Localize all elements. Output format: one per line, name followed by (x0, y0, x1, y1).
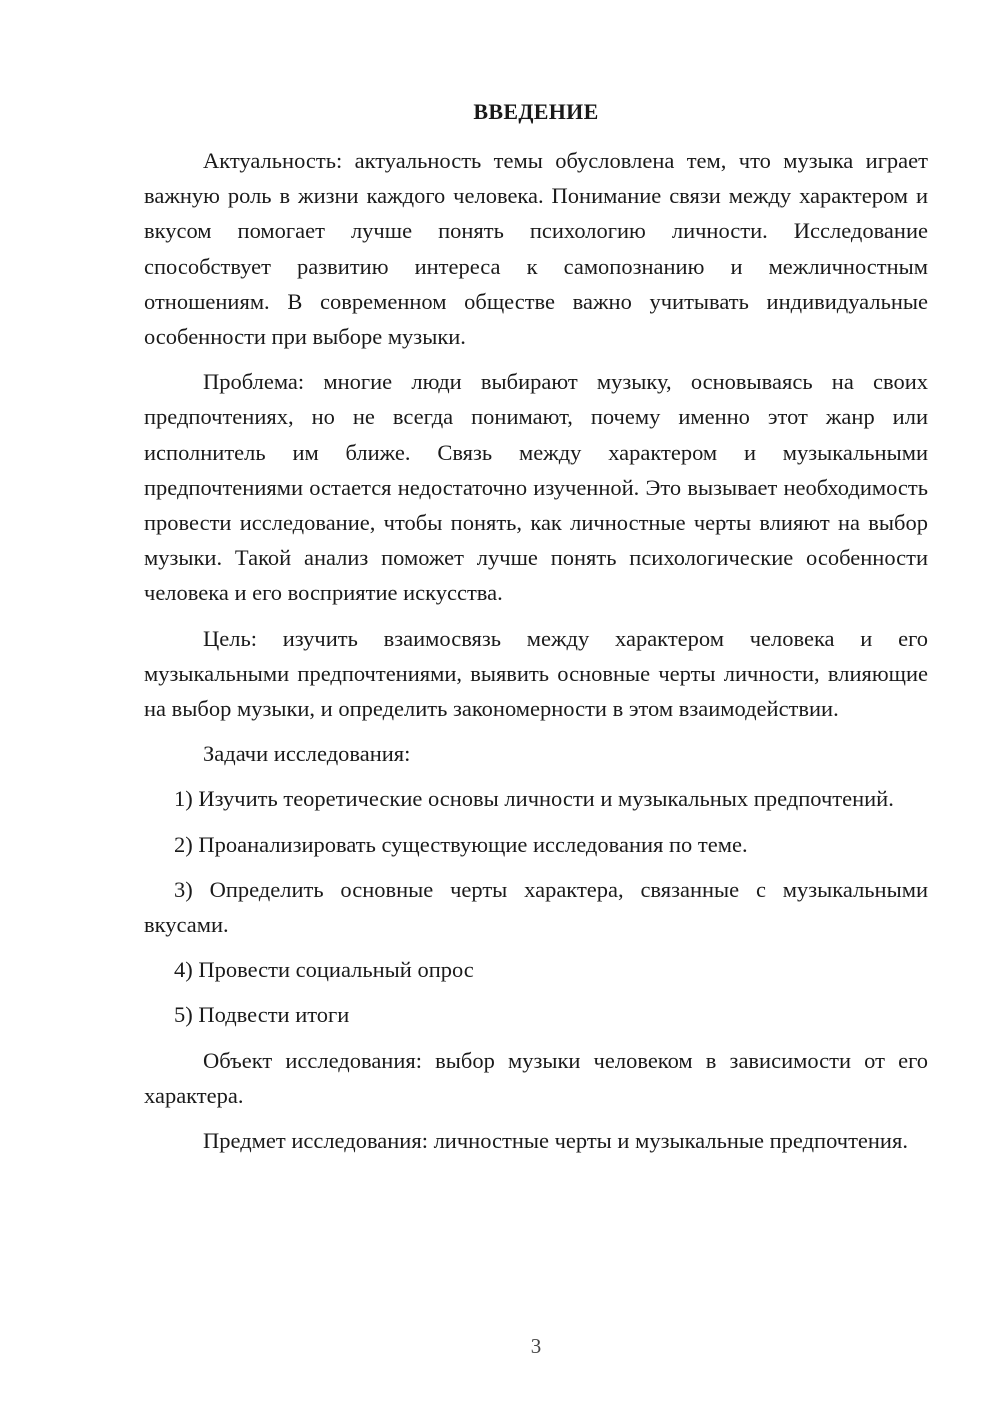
object-paragraph: Объект исследования: выбор музыки человеком в зависимости от его характера. (144, 1047, 928, 1108)
page-number: 3 (530, 1334, 542, 1358)
problem-paragraph: Проблема: многие люди выбирают музыку, основываясь на своих предпочтениях, но не всегда понимают, почему именно этот жанр или исполнитель им ближе. Связь между характером и музыкальными предпочтениями остается недостаточно изученной. Это вызывает необходимость провести исследование, чтобы понять, как личностные черты влияют на выбор музыки. Такой анализ поможет лучше понять психологические особенности человека и его восприятие искусства. (144, 369, 928, 606)
tasks-heading: Задачи исследования: (203, 741, 411, 767)
document-body (144, 143, 928, 1168)
task-item-4: 4) Провести социальный опрос (174, 957, 474, 983)
page-title: ВВЕДЕНИЕ (473, 99, 599, 124)
relevance-paragraph: Актуальность: актуальность темы обусловлена тем, что музыка играет важную роль в жизни каждого человека. Понимание связи между характером и вкусом помогает лучше понять психологию личности. Исследование способствует развитию интереса к самопознанию и межличностным отношениям. В современном обществе важно учитывать индивидуальные особенности при выборе музыки. (144, 148, 928, 350)
task-item-3: 3) Определить основные черты характера, связанные с музыкальными вкусами. (144, 876, 928, 938)
task-item-2: 2) Проанализировать существующие исследования по теме. (174, 831, 748, 857)
goal-paragraph: Цель: изучить взаимосвязь между характером человека и его музыкальными предпочтениями, выявить основные черты личности, влияющие на выбор музыки, и определить закономерности в этом взаимодействии. (144, 625, 928, 722)
subject-paragraph: Предмет исследования: личностные черты и музыкальные предпочтения. (203, 1128, 908, 1154)
task-item-1: 1) Изучить теоретические основы личности и музыкальных предпочтений. (174, 786, 894, 812)
task-item-5: 5) Подвести итоги (174, 1002, 350, 1028)
